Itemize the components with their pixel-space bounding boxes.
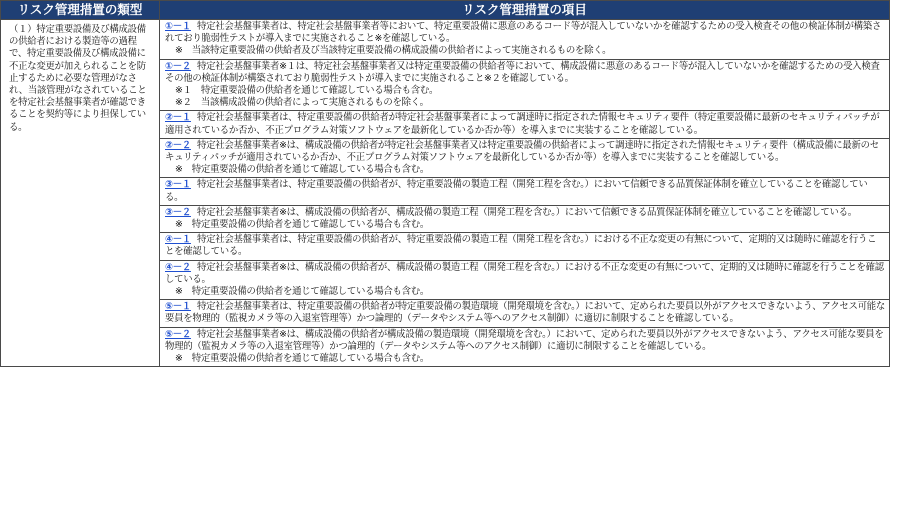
item-number: ③－２ xyxy=(165,206,191,218)
item-text: 特定社会基盤事業者※は、構成設備の供給者が構成設備の製造環境（開発環境を含む。）において、定められた要員以外がアクセスできないよう、アクセス可能な要員を物理的（監視カメラ等の入退室管理等）かつ論理的（データやシステム等へのアクセス制御）に適切に制限することを確認している。 xyxy=(165,328,884,352)
item-number: ④－１ xyxy=(165,234,191,246)
item-note: ※２ 当該構成設備の供給者によって実施されるものを除く。 xyxy=(175,97,429,109)
item-note: ※ 特定重要設備の供給者を通じて確認している場合も含む。 xyxy=(175,353,429,365)
risk-item-cell xyxy=(160,111,890,138)
risk-item-cell xyxy=(160,178,890,205)
table-header-row xyxy=(1,1,890,20)
risk-item-cell xyxy=(160,59,890,111)
item-number: ①－２ xyxy=(165,60,191,72)
item-note: ※ 特定重要設備の供給者を通じて確認している場合も含む。 xyxy=(175,219,429,231)
item-text: 特定社会基盤事業者※は、構成設備の供給者が、構成設備の製造工程（開発工程を含む。）において信頼できる品質保証体制を確立していることを確認している。 xyxy=(196,206,857,218)
risk-item-cell xyxy=(160,138,890,178)
item-note: ※ 当該特定重要設備の供給者及び当該特定重要設備の構成設備の供給者によって実施されるものを除く。 xyxy=(175,45,612,57)
header-risk-type: リスク管理措置の類型 xyxy=(1,1,160,20)
risk-item-cell xyxy=(160,20,890,60)
item-text: 特定社会基盤事業者は、特定社会基盤事業者等において、特定重要設備に悪意のあるコード等が混入していないかを確認するための受入検査その他の検証体制が構築されており脆弱性テストが導入までに実施されること※を確認している。 xyxy=(165,21,882,45)
risk-item-cell xyxy=(160,233,890,260)
item-number: ①－１ xyxy=(165,21,191,32)
header-risk-items: リスク管理措置の項目 xyxy=(160,1,890,20)
risk-item-cell xyxy=(160,260,890,300)
item-note: ※１ 特定重要設備の供給者を通じて確認している場合も含む。 xyxy=(175,85,439,97)
item-text: 特定社会基盤事業者※は、構成設備の供給者が、構成設備の製造工程（開発工程を含む。）における不正な変更の有無について、定期的又は随時に確認を行うことを確認している。 xyxy=(165,261,884,285)
item-number: ⑤－１ xyxy=(165,301,191,313)
item-text: 特定社会基盤事業者は、特定重要設備の供給者が特定社会基盤事業者によって調達時に指定された情報セキュリティ要件（特定重要設備に最新のセキュリティパッチが適用されているか否か、不正プログラム対策ソフトウェアを最新化しているか否か等）を導入までに実装することを確認している。 xyxy=(165,112,880,136)
risk-category-cell: （１）特定重要設備及び構成設備の供給者における製造等の過程で、特定重要設備及び構成設備に不正な変更が加えられることを防止するために必要な管理がなされ、当該管理がなされていることを特定社会基盤事業者が確認できることを契約等により担保している。 xyxy=(1,20,160,367)
item-number: ③－１ xyxy=(165,179,191,191)
risk-item-cell xyxy=(160,300,890,327)
risk-item-cell xyxy=(160,327,890,367)
item-number: ②－１ xyxy=(165,112,191,124)
item-text: 特定社会基盤事業者※１は、特定社会基盤事業者又は特定重要設備の供給者等において、構成設備に悪意のあるコード等が混入していないかを確認するための受入検査その他の検証体制が構築されており脆弱性テストが導入までに実施されること※２を確認している。 xyxy=(165,60,880,84)
item-text: 特定社会基盤事業者※は、構成設備の供給者が特定社会基盤事業者又は特定重要設備の供給者によって調達時に指定された情報セキュリティ要件（構成設備に最新のセキュリティパッチが適用されているか否か、不正プログラム対策ソフトウェアを最新化しているか否か等）を導入までに実装することを確認している。 xyxy=(165,139,879,164)
risk-item-cell xyxy=(160,205,890,232)
table-row xyxy=(1,20,890,60)
item-text: 特定社会基盤事業者は、特定重要設備の供給者が、特定重要設備の製造工程（開発工程を含む。）における不正な変更の有無について、定期的又は随時に確認を行うことを確認している。 xyxy=(165,234,877,258)
table-body xyxy=(1,20,890,367)
item-note: ※ 特定重要設備の供給者を通じて確認している場合も含む。 xyxy=(175,164,429,176)
item-text: 特定社会基盤事業者は、特定重要設備の供給者が、特定重要設備の製造工程（開発工程を含む。）において信頼できる品質保証体制を確立していることを確認している。 xyxy=(165,179,868,203)
item-text: 特定社会基盤事業者は、特定重要設備の供給者が特定重要設備の製造環境（開発環境を含む。）において、定められた要員以外がアクセスできないよう、アクセス可能な要員を物理的（監視カメラ等の入退室管理等）かつ論理的（データやシステム等へのアクセス制御）に適切に制限することを確認している。 xyxy=(165,301,886,325)
item-note: ※ 特定重要設備の供給者を通じて確認している場合も含む。 xyxy=(175,286,429,298)
item-number: ②－２ xyxy=(165,139,191,151)
item-number: ⑤－２ xyxy=(165,328,191,340)
item-number: ④－２ xyxy=(165,261,191,273)
